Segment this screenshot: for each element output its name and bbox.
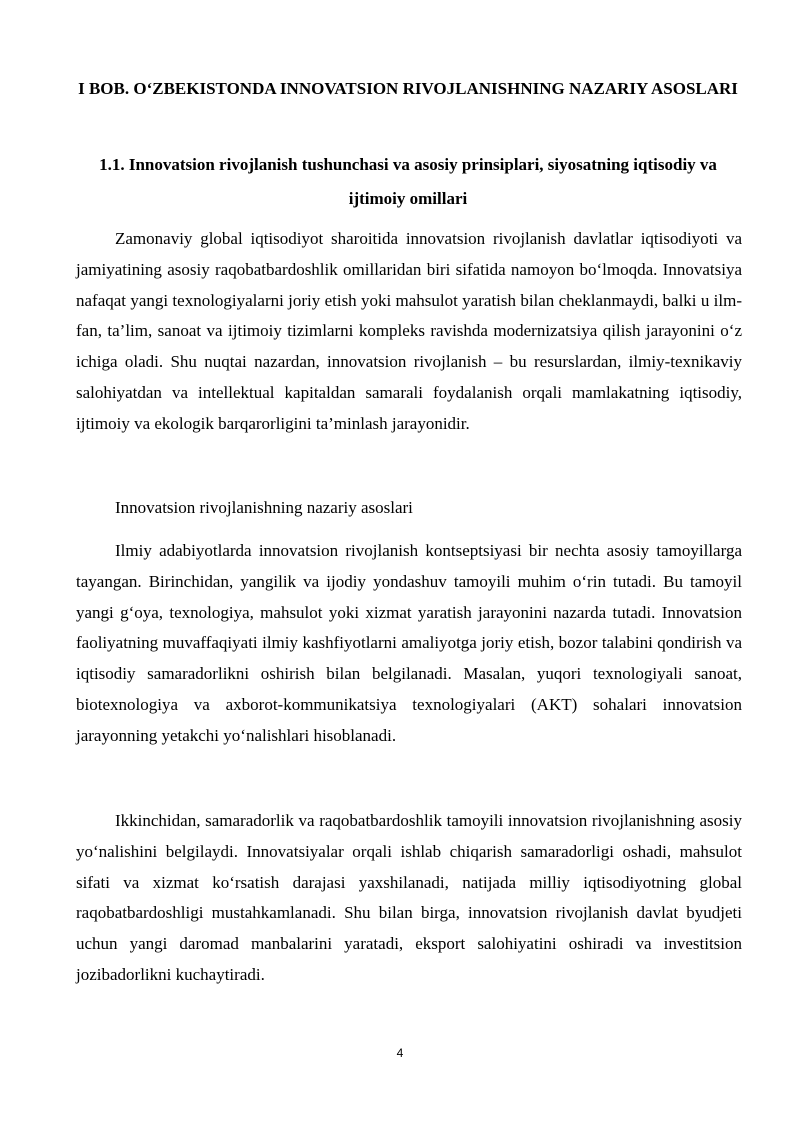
section-title: 1.1. Innovatsion rivojlanish tushunchasi va asosiy prinsiplari, siyosatning iqtisodiy va ijtimoiy omillari [99,155,717,208]
page-number: 4 [396,1046,404,1060]
chapter-title: I BOB. O‘ZBEKISTONDA INNOVATSION RIVOJLANISHNING NAZARIY ASOSLARI [78,79,738,98]
paragraph-second-principle: Ikkinchidan, samaradorlik va raqobatbardoshlik tamoyili innovatsion rivojlanishning asosiy yo‘nalishini belgilaydi. Innovatsiyalar orqali ishlab chiqarish samaradorligi oshadi, mahsulot sifati va xizmat ko‘rsatish darajasi yaxshilanadi, natijada milliy iqtisodiyotning global raqobatbardoshligi mustahkamlanadi. Shu bilan birga, innovatsion rivojlanish davlat byudjeti uchun yangi daromad manbalarini yaratadi, eksport salohiyatini oshiradi va investitsion jozibadorlikni kuchaytiradi. [76,811,742,984]
paragraph-intro: Zamonaviy global iqtisodiyot sharoitida innovatsion rivojlanish davlatlar iqtisodiyoti va jamiyatining asosiy raqobatbardoshlik omillaridan biri sifatida namoyon bo‘lmoqda. Innovatsiya nafaqat yangi texnologiyalarni joriy etish yoki mahsulot yaratish bilan cheklanmaydi, balki u ilm-fan, ta’lim, sanoat va ijtimoiy tizimlarni kompleks ravishda modernizatsiya qilish jarayonini o‘z ichiga oladi. Shu nuqtai nazardan, innovatsion rivojlanish – bu resurslardan, ilmiy-texnikaviy salohiyatdan va intellektual kapitaldan samarali foydalanish orqali mamlakatning iqtisodiy, ijtimoiy va ekologik barqarorligini ta’minlash jarayonidir. [76,229,742,433]
paragraph-subheading: Innovatsion rivojlanishning nazariy asoslari [115,498,413,517]
paragraph-first-principle: Ilmiy adabiyotlarda innovatsion rivojlanish kontseptsiyasi bir nechta asosiy tamoyillarga tayangan. Birinchidan, yangilik va ijodiy yondashuv tamoyili muhim o‘rin tutadi. Bu tamoyil yangi g‘oya, texnologiya, mahsulot yoki xizmat yaratish jarayonini nazarda tutadi. Innovatsion faoliyatning muvaffaqiyati ilmiy kashfiyotlarni amaliyotga joriy etish, bozor talabini qondirish va iqtisodiy samaradorlikni oshirish bilan belgilanadi. Masalan, yuqori texnologiyali sanoat, biotexnologiya va axborot-kommunikatsiya texnologiyalari (AKT) sohalari innovatsion jarayonning yetakchi yo‘nalishlari hisoblanadi. [76,541,742,745]
